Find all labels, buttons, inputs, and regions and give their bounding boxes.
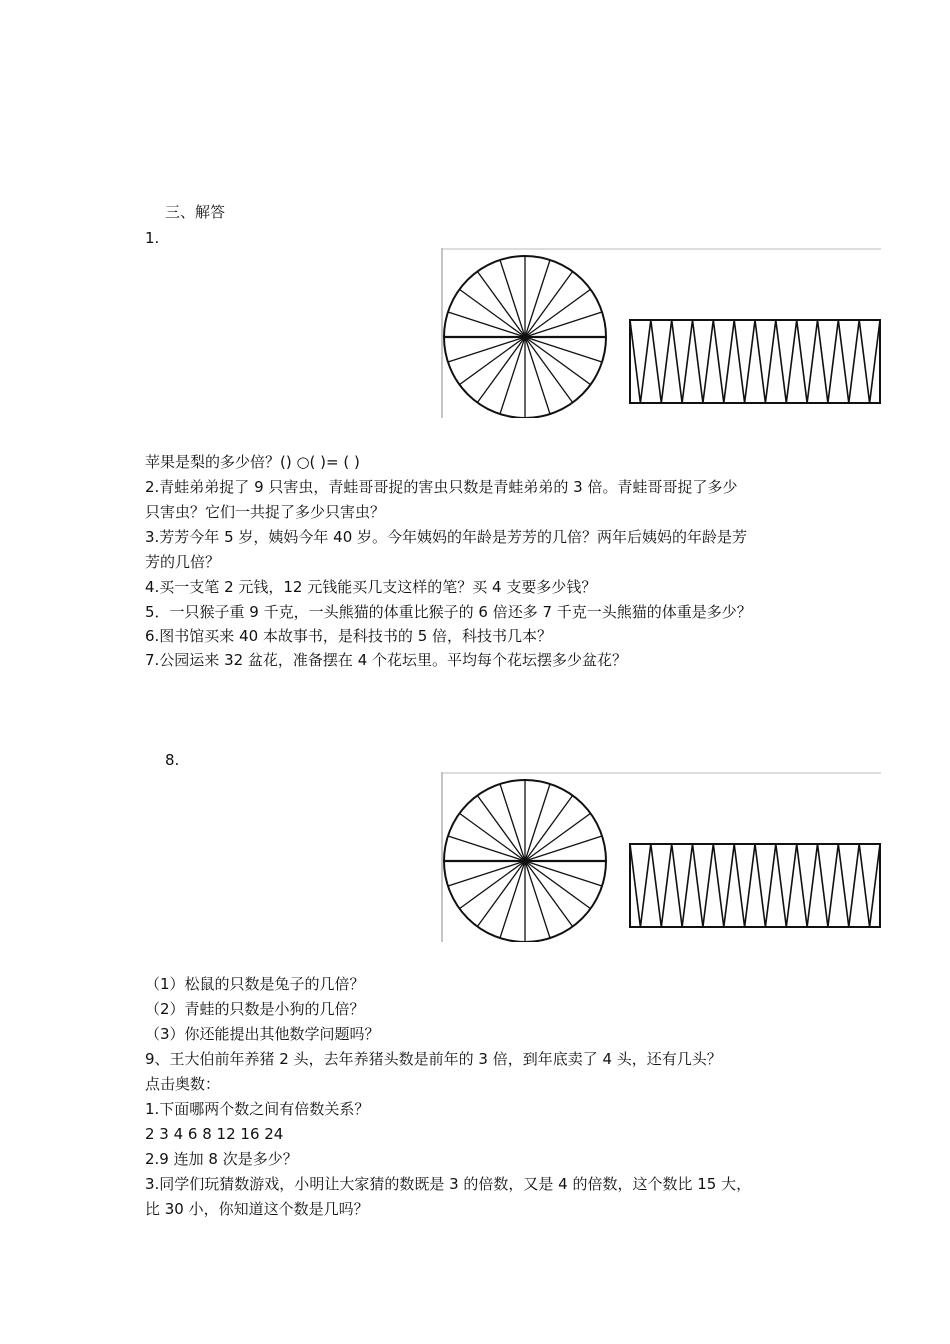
question-5: 5．一只猴子重 9 千克，一头熊猫的体重比猴子的 6 倍还多 7 千克一头熊猫的体重是多少？ xyxy=(145,603,752,621)
olympiad-number-list: 2 3 4 6 8 12 16 24 xyxy=(145,1125,284,1143)
divided-circle-shape xyxy=(444,780,606,942)
olympiad-title: 点击奥数： xyxy=(145,1075,221,1093)
question-2-line-1: 2.青蛙弟弟捉了 9 只害虫，青蛙哥哥捉的害虫只数是青蛙弟弟的 3 倍。青蛙哥哥捉了多少 xyxy=(145,478,738,496)
question-9: 9、王大伯前年养猪 2 头，去年养猪头数是前年的 3 倍，到年底卖了 4 头，还有几头？ xyxy=(145,1050,722,1068)
divided-circle-shape xyxy=(444,256,606,418)
question-8-figure xyxy=(441,772,881,942)
question-4: 4.买一支笔 2 元钱，12 元钱能买几支这样的笔？买 4 支要多少钱？ xyxy=(145,578,597,596)
question-8-sub-1: （1）松鼠的只数是兔子的几倍？ xyxy=(145,975,365,993)
zigzag-rectangle-shape xyxy=(630,844,880,927)
question-1-number: 1. xyxy=(145,229,160,247)
question-1-text: 苹果是梨的多少倍？() ○( )= ( ) xyxy=(145,453,360,471)
question-8-number: 8. xyxy=(165,751,180,769)
olympiad-problem-3-line-1: 3.同学们玩猜数游戏，小明让大家猜的数既是 3 的倍数，又是 4 的倍数，这个数比 15 大， xyxy=(145,1175,752,1193)
question-2-line-2: 只害虫？它们一共捉了多少只害虫？ xyxy=(145,503,386,521)
question-7: 7.公园运来 32 盆花，准备摆在 4 个花坛里。平均每个花坛摆多少盆花？ xyxy=(145,651,628,669)
olympiad-problem-1: 1.下面哪两个数之间有倍数关系？ xyxy=(145,1100,370,1118)
question-6: 6.图书馆买来 40 本故事书，是科技书的 5 倍，科技书几本？ xyxy=(145,627,553,645)
zigzag-rectangle-shape xyxy=(630,320,880,403)
question-3-line-1: 3.芳芳今年 5 岁，姨妈今年 40 岁。今年姨妈的年龄是芳芳的几倍？两年后姨妈的年龄是芳 xyxy=(145,528,748,546)
question-8-sub-3: （3）你还能提出其他数学问题吗？ xyxy=(145,1025,380,1043)
question-1-figure xyxy=(441,248,881,418)
shapes-figure xyxy=(441,248,881,418)
shapes-figure xyxy=(441,772,881,942)
olympiad-problem-3-line-2: 比 30 小，你知道这个数是几吗？ xyxy=(145,1200,369,1218)
olympiad-problem-2: 2.9 连加 8 次是多少？ xyxy=(145,1150,298,1168)
question-8-sub-2: （2）青蛙的只数是小狗的几倍？ xyxy=(145,1000,365,1018)
question-3-line-2: 芳的几倍？ xyxy=(145,553,221,571)
section-title: 三、解答 xyxy=(165,203,226,221)
